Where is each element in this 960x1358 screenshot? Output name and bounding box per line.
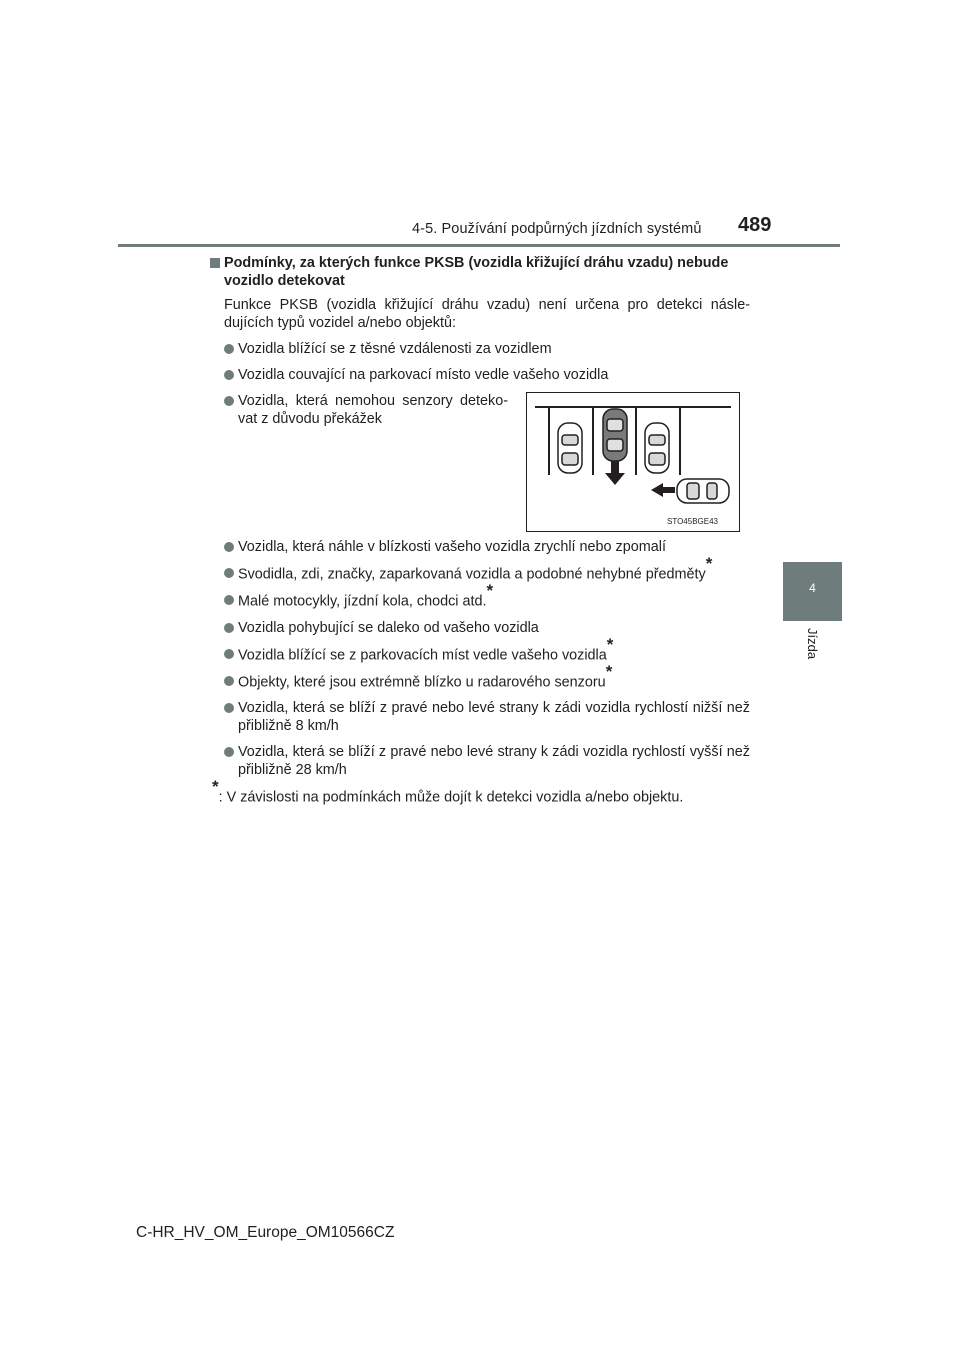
list-item-text: Vozidla, která se blíží z pravé nebo levé strany k zádi vozidla rychlostí nižší než přibližně 8 km/h: [238, 700, 750, 735]
list-item: [210, 634, 750, 664]
section-heading-text: Podmínky, za kterých funkce PKSB (vozidla křižující dráhu vzadu) nebude vozidlo detekovat: [224, 255, 729, 289]
round-bullet-icon: [224, 676, 234, 686]
list-item: [210, 392, 508, 428]
list-item: [210, 581, 750, 610]
footnote: [210, 777, 750, 806]
list-item-text: Vozidla, která nemohou senzory deteko-vat z důvodu překážek: [238, 393, 508, 427]
list-item: [210, 619, 750, 637]
round-bullet-icon: [224, 542, 234, 552]
footnote-text: : V závislosti na podmínkách může dojít k detekci vozidla a/nebo objektu.: [218, 789, 684, 806]
page-number: 489: [738, 214, 772, 236]
header-title: 4-5. Používání podpůrných jízdních systémů: [412, 221, 702, 237]
footnote-marker: *: [705, 554, 713, 573]
list-item-text: Vozidla, která se blíží z pravé nebo levé strany k zádi vozidla rychlostí vyšší než přibližně 28 km/h: [238, 744, 750, 779]
parked-car-icon: [558, 423, 582, 473]
list-item-text: Vozidla couvající na parkovací místo vedle vašeho vozidla: [238, 367, 609, 383]
round-bullet-icon: [224, 344, 234, 354]
round-bullet-icon: [224, 370, 234, 380]
round-bullet-icon: [224, 595, 234, 605]
chapter-label: Jízda: [805, 628, 820, 660]
footnote-marker: *: [605, 662, 613, 682]
chapter-number: 4: [809, 581, 816, 595]
round-bullet-icon: [224, 703, 234, 713]
footnote-marker: *: [606, 634, 614, 654]
section-intro: Funkce PKSB (vozidla křižující dráhu vzadu) není určena pro detekci násle-dujících typů vozidel a/nebo objektů:: [224, 297, 750, 331]
header-rule: [118, 244, 840, 247]
list-item: [210, 662, 750, 691]
list-item-text: Svodidla, zdi, značky, zaparkovaná vozidla a podobné nehybné předměty: [238, 566, 706, 583]
square-bullet-icon: [210, 258, 220, 268]
list-item-text: Vozidla blížící se z těsné vzdálenosti za vozidlem: [238, 341, 552, 357]
figure-code: STO45BGE43: [667, 517, 718, 526]
parking-illustration: [526, 392, 740, 532]
content: [210, 254, 750, 807]
chapter-tab: [783, 562, 842, 621]
list-item: [210, 699, 750, 735]
crossing-car-icon: [677, 479, 729, 503]
footer-doc-code: C-HR_HV_OM_Europe_OM10566CZ: [136, 1224, 395, 1241]
parked-car-icon: [645, 423, 669, 473]
list-item-text: Vozidla blížící se z parkovacích míst vedle vašeho vozidla: [238, 647, 607, 664]
round-bullet-icon: [224, 396, 234, 406]
arrow-left-icon: [651, 483, 675, 497]
list-item: [210, 366, 750, 384]
list-item: [210, 743, 750, 779]
round-bullet-icon: [224, 747, 234, 757]
round-bullet-icon: [224, 623, 234, 633]
list-item-text: Malé motocykly, jízdní kola, chodci atd.: [238, 593, 487, 610]
arrow-down-icon: [605, 461, 625, 485]
footnote-marker: *: [486, 581, 494, 601]
list-item: [210, 538, 750, 556]
reversing-car-icon: [603, 409, 627, 461]
round-bullet-icon: [224, 649, 234, 659]
list-item-text: Vozidla, která náhle v blízkosti vašeho vozidla zrychlí nebo zpomalí: [238, 539, 666, 555]
footnote-star: *: [212, 777, 219, 797]
list-item-text: Vozidla pohybující se daleko od vašeho vozidla: [238, 619, 539, 636]
list-item-text: Objekty, které jsou extrémně blízko u radarového senzoru: [238, 674, 606, 691]
parking-lot-diagram: [527, 393, 739, 531]
list-item: [210, 340, 750, 358]
round-bullet-icon: [224, 568, 234, 578]
figure-row: [210, 392, 750, 534]
list-item: [210, 554, 750, 583]
section-heading: [210, 254, 750, 290]
